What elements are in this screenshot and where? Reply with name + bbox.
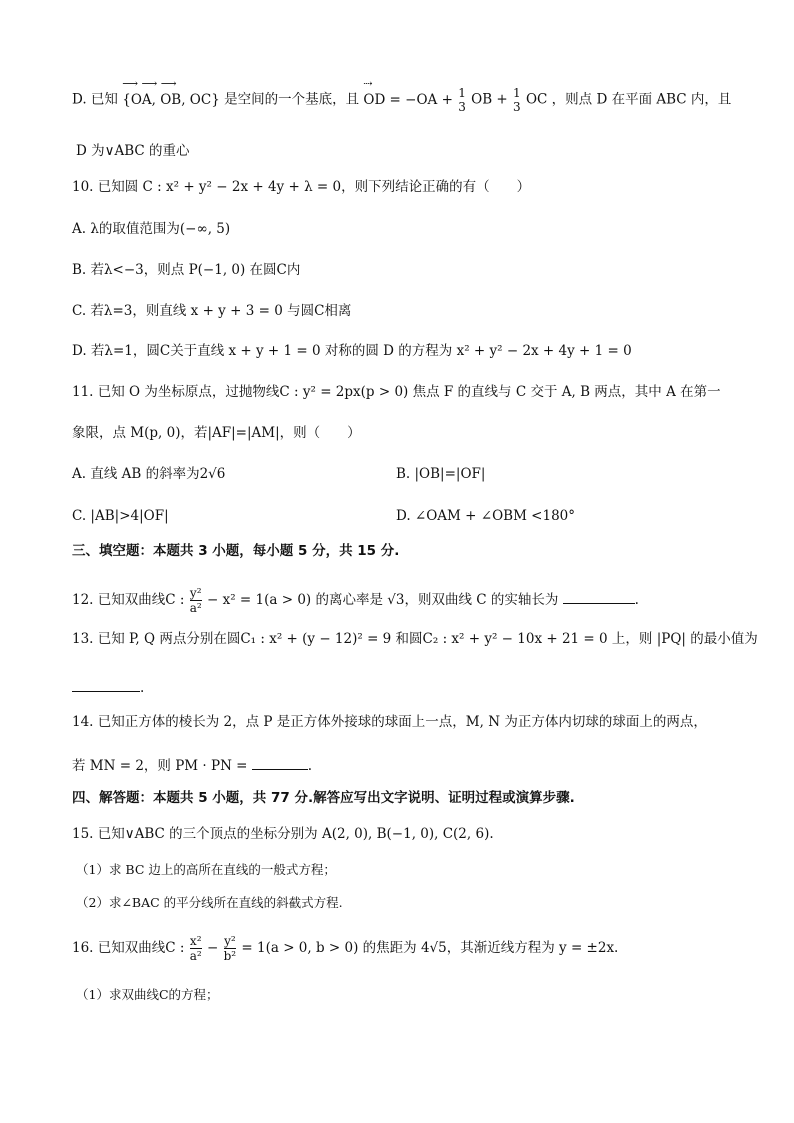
q11-option-c: C. |AB|>4|OF|	[72, 508, 169, 524]
q13-stem: 13. 已知 P, Q 两点分别在圆C₁ : x² + (y − 12)² = 9 和圆C₂ : x² + y² − 10x + 21 = 0 上，则 |PQ| 的最小值为	[72, 631, 758, 647]
q11-option-d: D. ∠OAM + ∠OBM <180°	[396, 508, 576, 524]
q9-option-d: D. 已知 ⟶ ⟶ ⟶ {OA, OB, OC} 是空间的一个基底，且 ⇢ OD = −OA + 1 3 OB + 1 3 OC ，则点 D 在平面 ABC 内，且	[72, 76, 732, 114]
q11-stem-line1: 11. 已知 O 为坐标原点，过抛物线C : y² = 2px(p > 0) 焦点 F 的直线与 C 交于 A, B 两点，其中 A 在第一	[72, 384, 721, 400]
q10-stem: 10. 已知圆 C : x² + y² − 2x + 4y + λ = 0，则下列结论正确的有（ ）	[72, 179, 531, 195]
q14-stem: 14. 已知正方体的棱长为 2，点 P 是正方体外接球的球面上一点，M, N 为正方体内切球的球面上的两点，	[72, 714, 707, 730]
q15-stem: 15. 已知∨ABC 的三个顶点的坐标分别为 A(2, 0), B(−1, 0), C(2, 6).	[72, 826, 494, 842]
q13-answer: .	[72, 677, 144, 698]
q10-option-c: C. 若λ=3，则直线 x + y + 3 = 0 与圆C相离	[72, 303, 352, 319]
fraction: $\frac{\text{x²}}{\text{a²}}$	[189, 934, 202, 963]
fraction: $\frac{\text{y²}}{\text{b²}}$	[223, 934, 237, 963]
answer-blank[interactable]	[563, 589, 635, 604]
q14-line2: 若 MN = 2，则 PM · PN = .	[72, 755, 312, 776]
q15-part1: （1）求 BC 边上的高所在直线的一般式方程；	[76, 862, 336, 877]
answer-blank[interactable]	[252, 755, 308, 770]
basis-set: ⟶ ⟶ ⟶ {OA, OB, OC}	[122, 76, 220, 108]
section-3-heading: 三、填空题：本题共 3 小题，每小题 5 分，共 15 分.	[72, 543, 400, 559]
q10-option-d: D. 若λ=1，圆C关于直线 x + y + 1 = 0 对称的圆 D 的方程为 x² + y² − 2x + 4y + 1 = 0	[72, 343, 632, 359]
q10-option-b: B. 若λ<−3，则点 P(−1, 0) 在圆C内	[72, 262, 301, 278]
q15-part2: （2）求∠BAC 的平分线所在直线的斜截式方程.	[76, 895, 343, 910]
answer-blank[interactable]	[72, 677, 140, 692]
fraction: 1 3	[513, 86, 521, 114]
q10-option-a: A. λ的取值范围为(−∞, 5)	[72, 221, 231, 237]
fraction: 1 3	[458, 86, 466, 114]
q9-option-d-cont: D 为∨ABC 的重心	[76, 143, 190, 159]
q16-part1: （1）求双曲线C的方程；	[76, 987, 219, 1002]
q16-stem: 16. 已知双曲线C : $\frac{\text{x²}}{\text{a²}}$ − $\frac{\text{y²}}{\text{b²}}$ = 1(a > 0, b > 0) 的焦距为 4√5，其渐近线方程为 y = ±2x.	[72, 934, 619, 963]
q11-stem-line2: 象限，点 M(p, 0)，若|AF|=|AM|，则（ ）	[72, 425, 361, 441]
option-label: D. 已知	[72, 91, 118, 108]
q11-option-a: A. 直线 AB 的斜率为2√6	[72, 466, 226, 482]
section-4-heading: 四、解答题：本题共 5 小题，共 77 分.解答应写出文字说明、证明过程或演算步骤.	[72, 790, 575, 806]
q12: 12. 已知双曲线C : $\frac{\text{y²}}{\text{a²}}$ − x² = 1(a > 0) 的离心率是 √3，则双曲线 C 的实轴长为 .	[72, 586, 639, 615]
fraction: $\frac{\text{y²}}{\text{a²}}$	[189, 586, 202, 615]
q11-option-b: B. |OB|=|OF|	[396, 466, 486, 482]
